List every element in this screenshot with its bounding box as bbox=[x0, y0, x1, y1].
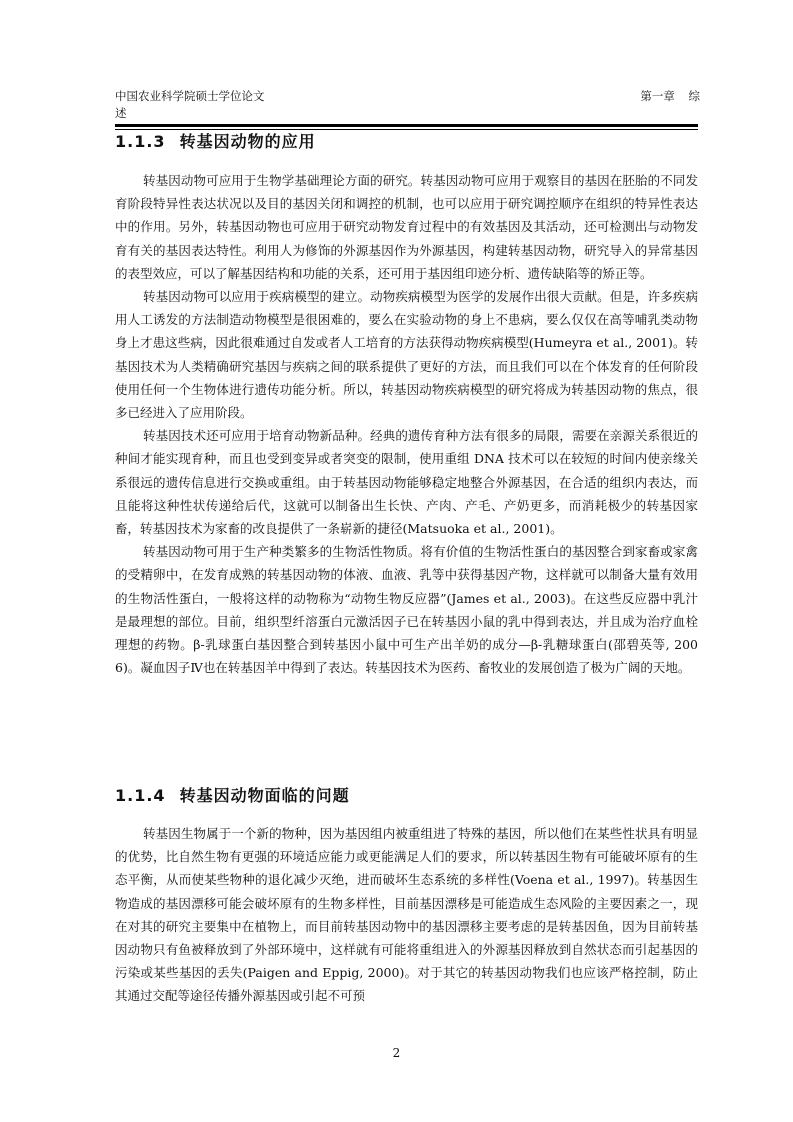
header-rule-thick bbox=[115, 124, 698, 127]
body-paragraph: 转基因动物可用于生产种类繁多的生物活性物质。将有价值的生物活性蛋白的基因整合到家畜或家禽的受精卵中，在发育成熟的转基因动物的体液、血液、乳等中获得基因产物，这样就可以制备大量有效用的生物活性蛋白，一般将这样的动物称为“动物生物反应器”(James et al., 2003)。在这些反应器中乳汁是最理想的部位。目前，组织型纤溶蛋白元激活因子已在转基因小鼠的乳中得到表达，并且成为治疗血栓理想的药物。β-乳球蛋白基因整合到转基因小鼠中可生产出羊奶的成分—β-乳糖球蛋白(邵碧英等, 2006)。凝血因子Ⅳ也在转基因羊中得到了表达。转基因技术为医药、畜牧业的发展创造了极为广阔的天地。 bbox=[115, 544, 698, 676]
body-paragraph: 转基因动物可应用于生物学基础理论方面的研究。转基因动物可应用于观察目的基因在胚胎的不同发育阶段特异性表达状况以及目的基因关闭和调控的机制，也可以应用于研究调控顺序在组织的特异性表达中的作用。另外，转基因动物也可应用于研究动物发育过程中的有效基因及其活动，还可检测出与动物发育有关的基因表达特性。利用人为修饰的外源基因作为外源基因，构建转基因动物，研究导入的异常基因的表型效应，可以了解基因结构和功能的关系，还可用于基因组印迹分析、遗传缺陷等的矫正等。 bbox=[115, 173, 698, 281]
body-paragraph: 转基因动物可以应用于疾病模型的建立。动物疾病模型为医学的发展作出很大贡献。但是，许多疾病用人工诱发的方法制造动物模型是很困难的，要么在实验动物的身上不患病，要么仅仅在高等哺乳类动物身上才患这些病，因此很难通过自发或者人工培育的方法获得动物疾病模型(Humeyra et al., 2001)。转基因技术为人类精确研究基因与疾病之间的联系提供了更好的方法，而且我们可以在个体发育的任何阶段使用任何一个生物体进行遗传功能分析。所以，转基因动物疾病模型的研究将成为转基因动物的焦点，很多已经进入了应用阶段。 bbox=[115, 289, 698, 421]
header-rule-thin bbox=[115, 129, 698, 130]
section-title: 转基因动物的应用 bbox=[179, 132, 316, 151]
section-body-1-1-4 bbox=[115, 822, 698, 1008]
body-paragraph: 转基因技术还可应用于培育动物新品种。经典的遗传育种方法有很多的局限，需要在亲源关系很近的种间才能实现育种，而且也受到变异或者突变的限制，使用重组 DNA 技术可以在较短的时间内使亲缘关系很远的遗传信息进行交换或重组。由于转基因动物能够稳定地整合外源基因，在合适的组织内表达，而且能将这种性状传递给后代，这就可以制备出生长快、产肉、产毛、产奶更多，而消耗极少的转基因家畜，转基因技术为家畜的改良提供了一条崭新的捷径(Matsuoka et al., 2001)。 bbox=[115, 428, 698, 537]
section-number: 1.1.4 bbox=[115, 786, 166, 805]
running-header-left bbox=[115, 88, 285, 122]
body-paragraph: 转基因生物属于一个新的物种，因为基因组内被重组进了特殊的基因，所以他们在某些性状具有明显的优势，比自然生物有更强的环境适应能力或更能满足人们的要求，所以转基因生物有可能破坏原有的生态平衡，从而使某些物种的退化减少灭绝，进而破坏生态系统的多样性(Voena et al., 1997)。转基因生物造成的基因漂移可能会破坏原有的生物多样性，目前基因漂移是可能造成生态风险的主要因素之一，现在对其的研究主要集中在植物上，而目前转基因动物中的基因漂移主要考虑的是转基因鱼，因为目前转基因动物只有鱼被释放到了外部环境中，这样就有可能将重组进入的外源基因释放到自然状态而引起基因的污染或某些基因的丢失(Paigen and Eppig, 2000)。对于其它的转基因动物我们也应该严格控制，防止其通过交配等途径传播外源基因或引起不可预 bbox=[115, 826, 698, 1004]
page-number: 2 bbox=[392, 1046, 401, 1060]
section-title: 转基因动物面临的问题 bbox=[179, 786, 350, 805]
section-heading-1-1-3 bbox=[115, 131, 698, 153]
running-header-chapter: 第一章 综 bbox=[640, 89, 700, 103]
header-thesis-title-wrap: 述 bbox=[115, 106, 127, 120]
section-heading-1-1-4 bbox=[115, 785, 698, 807]
section-body-1-1-3 bbox=[115, 169, 698, 679]
header-thesis-title: 中国农业科学院硕士学位论文 bbox=[115, 89, 265, 103]
section-number: 1.1.3 bbox=[115, 132, 166, 151]
